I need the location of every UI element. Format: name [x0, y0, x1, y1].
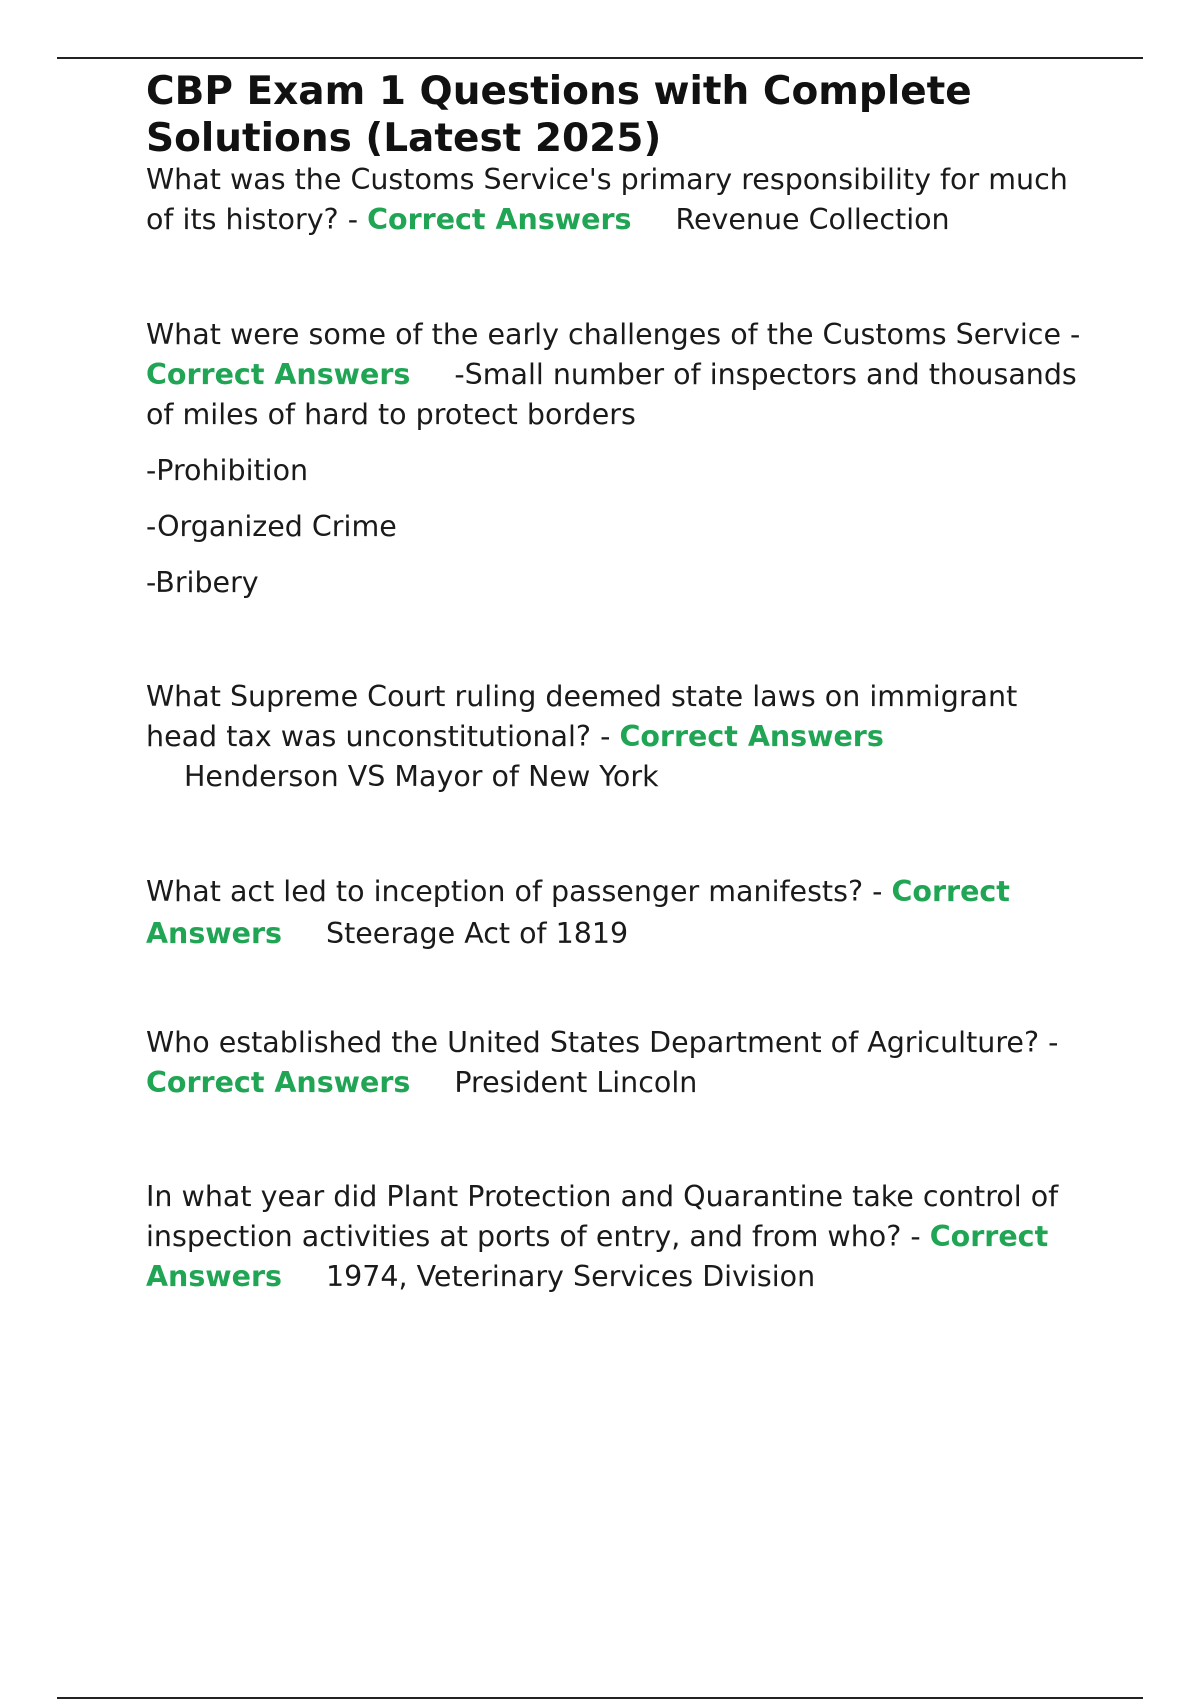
question-text: What Supreme Court ruling deemed state laws on immigrant head tax was unconstitutional? -: [146, 680, 1018, 753]
document-body: [146, 68, 1086, 1297]
qa-item-2: [146, 315, 1086, 435]
question-text: What act led to inception of passenger manifests? -: [146, 875, 892, 908]
answer-text: Steerage Act of 1819: [326, 917, 629, 950]
correct-answers-label: Correct Answers: [146, 875, 1010, 950]
question-text: Who established the United States Department of Agriculture? -: [146, 1026, 1059, 1059]
answer-text: Henderson VS Mayor of New York: [184, 760, 659, 793]
question-text: What was the Customs Service's primary responsibility for much of its history? -: [146, 163, 1068, 236]
answer-list-item: -Organized Crime: [146, 510, 397, 543]
bottom-rule: [57, 1697, 1143, 1699]
answer-list-item: -Prohibition: [146, 454, 309, 487]
top-rule: [57, 57, 1143, 59]
question-text: In what year did Plant Protection and Quarantine take control of inspection activities at ports of entry, and from who? -: [146, 1180, 1059, 1253]
qa-item-6: [146, 1177, 1086, 1297]
qa-item-3: [146, 677, 1086, 797]
answer-list-item: -Bribery: [146, 566, 259, 599]
answer-text: Revenue Collection: [675, 203, 950, 236]
correct-answers-label: Correct Answers: [146, 1220, 1049, 1293]
answer-text: 1974, Veterinary Services Division: [326, 1260, 816, 1293]
document-title: CBP Exam 1 Questions with Complete Solutions (Latest 2025): [146, 69, 972, 161]
correct-answers-label: Correct Answers: [146, 1066, 411, 1099]
answer-text: -Small number of inspectors and thousands of miles of hard to protect borders: [146, 358, 1077, 431]
qa-item-4: [146, 871, 1086, 955]
qa-item-5: [146, 1023, 1086, 1103]
correct-answers-label: Correct Answers: [367, 203, 632, 236]
correct-answers-label: Correct Answers: [146, 358, 411, 391]
question-text: What were some of the early challenges of the Customs Service -: [146, 318, 1081, 351]
correct-answers-label: Correct Answers: [619, 720, 884, 753]
answer-text: President Lincoln: [454, 1066, 698, 1099]
qa-item-1: [146, 160, 1086, 240]
